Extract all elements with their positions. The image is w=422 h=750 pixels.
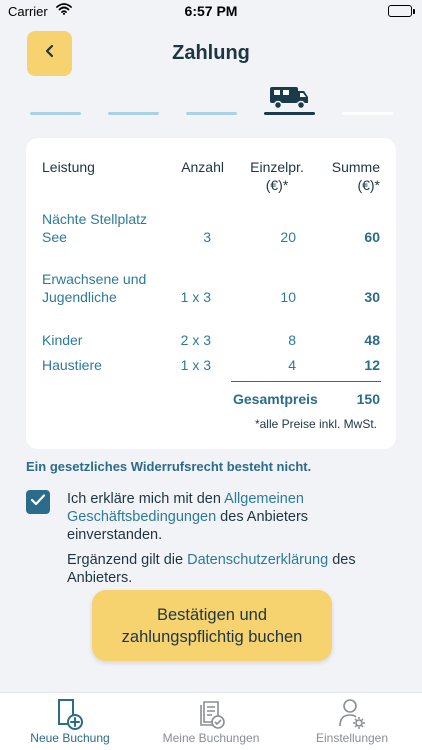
row-1-total: 60 [364, 229, 380, 245]
confirm-booking-button[interactable] [92, 590, 332, 661]
checkmark-icon [30, 493, 46, 512]
terms-text [67, 490, 367, 544]
terms-link[interactable]: Allgemeinen Geschäftsbedingungen [67, 491, 304, 525]
row-3-quantity: 2 x 3 [180, 332, 211, 348]
privacy-text [67, 551, 377, 587]
privacy-prefix: Ergänzend gilt die [67, 552, 188, 568]
row-2-total: 30 [364, 289, 380, 305]
row-1-quantity: 3 [203, 229, 211, 245]
price-table-card [26, 138, 396, 449]
clock: 6:57 PM [184, 3, 238, 19]
terms-checkbox[interactable] [26, 490, 50, 514]
privacy-link[interactable]: Datenschutzerklärung [187, 552, 329, 568]
row-2-quantity: 1 x 3 [180, 289, 211, 305]
carrier-label: Carrier [8, 4, 48, 19]
step-5 [342, 112, 393, 115]
step-3 [186, 112, 237, 115]
header-unit-price: Einzelpr. (€)* [250, 159, 304, 193]
row-3-service: Kinder [42, 332, 83, 348]
tab-label: Neue Buchung [30, 731, 110, 745]
total-value: 150 [356, 391, 380, 407]
vat-note: *alle Preise inkl. MwSt. [254, 417, 377, 431]
tab-my-bookings[interactable] [141, 693, 281, 750]
header [0, 30, 422, 78]
settings-user-icon [337, 698, 367, 735]
step-progress [0, 85, 422, 119]
header-quantity: Anzahl [181, 159, 224, 175]
tab-bar [0, 692, 422, 750]
terms-prefix: Ich erkläre mich mit den [67, 491, 225, 507]
header-total: Summe (€)* [331, 159, 380, 193]
header-service: Leistung [42, 159, 95, 175]
row-3-unit-price: 8 [288, 332, 296, 348]
new-booking-icon [55, 698, 85, 735]
total-divider [231, 381, 381, 382]
terms-suffix: des Anbieters einverstanden. [67, 509, 309, 543]
tab-label: Meine Buchungen [162, 731, 260, 745]
tab-new-booking[interactable] [0, 693, 140, 750]
confirm-button-line-1: Bestätigen und [156, 605, 268, 624]
step-2 [108, 112, 159, 115]
battery-icon [388, 5, 412, 17]
page-title: Zahlung [172, 42, 250, 64]
withdrawal-notice: Ein gesetzliches Widerrufsrecht besteht nicht. [26, 459, 312, 474]
row-1-unit-price: 20 [280, 229, 296, 245]
row-4-total: 12 [364, 357, 380, 373]
confirm-button-line-2: zahlungspflichtig buchen [121, 627, 303, 646]
row-2-service: Erwachsene und Jugendliche [42, 271, 147, 305]
step-1 [30, 112, 81, 115]
row-2-unit-price: 10 [280, 289, 296, 305]
camper-van-icon [268, 85, 310, 116]
row-3-total: 48 [364, 332, 380, 348]
privacy-suffix: des Anbieters. [67, 552, 356, 586]
tab-settings[interactable] [282, 693, 422, 750]
status-bar [0, 0, 422, 24]
row-4-unit-price: 4 [288, 357, 296, 373]
row-4-service: Haustiere [42, 357, 102, 373]
row-4-quantity: 1 x 3 [180, 357, 211, 373]
row-1-service: Nächte Stellplatz See [42, 211, 148, 245]
total-label: Gesamtpreis [233, 391, 318, 407]
tab-label: Einstellungen [315, 731, 389, 745]
my-bookings-icon [196, 698, 226, 735]
